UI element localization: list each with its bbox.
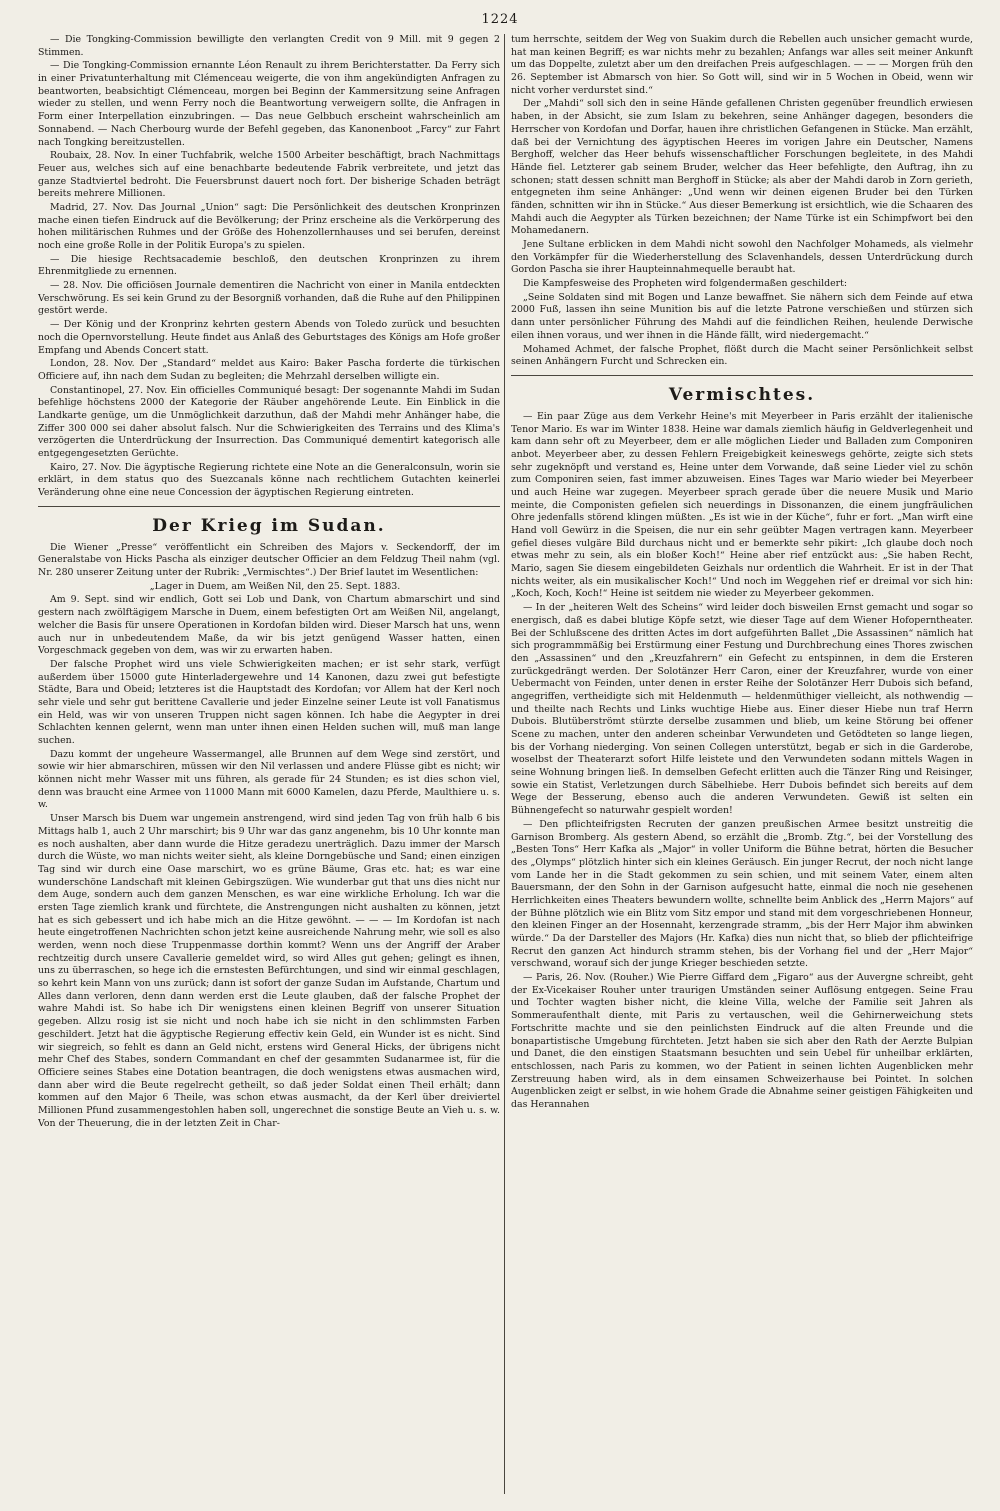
krieg-continuation: tum herrschte, seitdem der Weg von Suakim durch die Rebellen auch unsicher gemacht wurde, hat man keinen Begriff; es war nichts mehr zu bezahlen; Anfangs war alles seit meiner Ankunft um das Doppelte, zuletzt aber um den dreifachen Preis aufgeschlagen. — — — Morgen früh den 26. September ist Abmarsch von hier. So Gott will, sind wir in 5 Wochen in Obeid, wenn wir nicht vorher verdurstet sind.“ xyxy=(511,34,973,96)
news-item-rechtsacademie: — Die hiesige Rechtsacademie beschloß, den deutschen Kronprinzen zu ihrem Ehrenmitgliede zu ernennen. xyxy=(38,253,500,278)
quote-paragraph: „Seine Soldaten sind mit Bogen und Lanze bewaffnet. Sie nähern sich dem Feinde auf etwa 2000 Fuß, lassen ihn seine Munition bis auf die letzte Patrone verschießen und stürzen sich dann unter persönlicher Führung des Mahdi auf die feindlichen Reihen, heulende Derwische eilen ihnen voraus, und wer ihnen in die Hände fällt, wird niedergemacht.“ xyxy=(511,291,973,341)
krieg-intro: Die Wiener „Presse“ veröffentlicht ein Schreiben des Majors v. Seckendorff, der im Generalstabe von Hicks Pascha als einziger deutscher Officier an dem Feldzug Theil nahm (vgl. Nr. 280 unserer Zeitung unter der Rubrik: „Vermischtes“.) Der Brief lautet im Wesentlichen: xyxy=(38,541,500,579)
vermischtes-rouher: — Paris, 26. Nov. (Rouher.) Wie Pierre Giffard dem „Figaro“ aus der Auvergne schreibt, geht der Ex-Vicekaiser Rouher unter traurigen Umständen seiner Auflösung entgegen. Seine Frau und Tochter wagten bisher nicht, die kleine Villa, welche der Familie seit Jahren als Sommeraufenthalt diente, mit Paris zu vertauschen, weil die Gehirnerweichung stets Fortschritte machte und sie den peinlichsten Eindruck auf die alten Freunde und die bonapartistische Umgebung fürchteten. Jetzt haben sie sich aber den Rath der Aerzte Bulpian und Danet, die den einstigen Staatsmann besuchten und sein Uebel für unheilbar erklärten, entschlossen, nach Paris zu kommen, wo der Patient in seinen lichten Augenblicken mehr Zerstreuung haben wird, als in dem einsamen Schweizerhause bei Pointet. In solchen Augenblicken zeigt er selbst, in wie hohem Grade die Abnahme seiner geistigen Fähigkeiten und das Herannahen xyxy=(511,972,973,1110)
section-heading-vermischtes: Vermischtes. xyxy=(668,384,816,405)
sultane-paragraph: Jene Sultane erblicken in dem Mahdi nicht sowohl den Nachfolger Mohameds, als vielmehr den Vorkämpfer für die Wiederherstellung des Sclavenhandels, dessen Unterdrückung durch Gordon Pascha sie ihrer Haupteinnahmequelle beraubt hat. xyxy=(511,239,973,276)
news-item-roubaix: Roubaix, 28. Nov. In einer Tuchfabrik, welche 1500 Arbeiter beschäftigt, brach Nachmittags Feuer aus, welches sich auf eine benachbarte bedeutende Fabrik verbreitete, und jetzt das ganze Stadtviertel bedroht. Die Feuersbrunst dauert noch fort. Der bisherige Schaden beträgt bereits mehrere Millionen. xyxy=(38,150,500,200)
krieg-paragraph: Der falsche Prophet wird uns viele Schwierigkeiten machen; er ist sehr stark, verfügt außerdem über 15000 gute Hinterladergewehre und 14 Kanonen, dazu zwei gut befestigte Städte, Bara und Obeid; letzteres ist die Hauptstadt des Kordofan; vor Allem hat der Kerl noch sehr viele und sehr gut berittene Cavallerie und jeder Einzelne seiner Leute ist voll Fanatismus ein Held, was wir von unseren Truppen nicht sagen können. Ich habe die Aegypter in drei Schlachten kennen gelernt, wenn man unter ihnen einen Helden suchen will, muß man lange suchen. xyxy=(38,658,500,746)
vermischtes-bromberg: — Den pflichteifrigsten Recruten der ganzen preußischen Armee besitzt unstreitig die Garnison Bromberg. Als gestern Abend, so erzählt die „Bromb. Ztg.“, bei der Vorstellung des „Besten Tons“ Herr Kafka als „Major“ in voller Uniform die Bühne betrat, hörten die Besucher des „Olymps“ plötzlich hinter sich ein kleines Geräusch. Ein junger Recrut, der noch nicht lange vom Lande her in die Stadt gekommen zu sein schien, und mit seinem Vater, einem alten Bauersmann, der den Sohn in der Garnison aufgesucht hatte, einmal die noch nie gesehenen Herrlichkeiten eines Theaters bewundern wollte, schnellte beim Anblick des „Herrn Majors“ auf der Bühne plötzlich wie ein Blitz vom Sitz empor und stand mit dem vorgeschriebenen Honneur, den kleinen Finger an der Hosennaht, kerzengrade stramm, „bis der Herr Major ihm abwinken würde.“ Da der Darsteller des Majors (Hr. Kafka) dies nun nicht that, so blieb der pflichteifrige Recrut den ganzen Act hindurch stramm stehen, bis der Vorhang fiel und der „Herr Major“ verschwand, worauf sich der junge Krieger beschieden setzte. xyxy=(511,818,973,970)
left-column xyxy=(38,34,500,1494)
page-number: 1224 xyxy=(481,12,519,27)
mahdi-paragraph: Der „Mahdi“ soll sich den in seine Hände gefallenen Christen gegenüber freundlich erwiesen haben, in der Absicht, sie zum Islam zu bekehren, seine Anhänger dagegen, besonders die Herrscher von Kordofan und Dorfar, hauen ihre christlichen Gefangenen in Stücke. Man erzählt, daß bei der Vernichtung des ägyptischen Heeres im vorigen Jahre ein Deutscher, Namens Berghoff, welcher das Heer behufs wissenschaftlicher Forschungen begleitete, in des Mahdi Hände fiel. Letzterer gab seinem Bruder, welcher das Heer befehligte, den Auftrag, ihn zu schonen; statt dessen schnitt man Berghoff in Stücke; als aber der Mahdi darob in Zorn gerieth, entgegneten ihm seine Anhänger: „Und wenn wir deinen eigenen Bruder bei den Türken fänden, schnitten wir ihn in Stücke.“ Aus dieser Bemerkung ist ersichtlich, wie die Schaaren des Mahdi auch die Aegypter als Türken bezeichnen; der Name Türke ist ein Schimpfwort bei den Mohamedanern. xyxy=(511,98,973,237)
kampfesweise-paragraph: Die Kampfesweise des Propheten wird folgendermaßen geschildert: xyxy=(523,278,848,290)
column-divider xyxy=(504,34,505,1494)
news-item-tongking: — Die Tongking-Commission ernannte Léon Renault zu ihrem Berichterstatter. Da Ferry sich in einer Privatunterhaltung mit Clémenceau weigerte, die von ihm angekündigten Anfragen zu beantworten, beabsichtigt Clémenceau, morgen bei Beginn der Kammersitzung seine Anfragen wieder zu stellen, und wenn Ferry noch die Beantwortung verweigern sollte, die Anfragen in Form einer Interpellation einzubringen. — Das neue Gelbbuch erscheint wahrscheinlich am Sonnabend. — Nach Cherbourg wurde der Befehl gegeben, das Kanonenboot „Farcy“ zur Fahrt nach Tongking bereitzustellen. xyxy=(38,60,500,148)
news-item-credit: — Die Tongking-Commission bewilligte den verlangten Credit von 9 Mill. mit 9 gegen 2 Stimmen. xyxy=(38,34,500,58)
achmet-paragraph: Mohamed Achmet, der falsche Prophet, flößt durch die Macht seiner Persönlichkeit selbst seinen Anhängern Furcht und Schrecken ein. xyxy=(511,343,973,368)
section-rule xyxy=(511,375,973,376)
section-rule xyxy=(38,506,500,507)
vermischtes-heine: — Ein paar Züge aus dem Verkehr Heine's mit Meyerbeer in Paris erzählt der italienische Tenor Mario. Es war im Winter 1838. Heine war damals ziemlich häufig in Geldverlegenheit und kam dann sehr oft zu Meyerbeer, dem er alle möglichen Lieder und Balladen zum Componiren anbot. Meyerbeer aber, zu dessen Fehlern Freigebigkeit keineswegs gehörte, zeigte sich stets sehr zugeknöpft und verstand es, Heine unter dem Vorwande, daß seine Lieder viel zu schön zum Componiren seien, fast immer abzuweisen. Eines Tages war Mario wieder bei Meyerbeer und auch Heine war zugegen. Meyerbeer sprach gerade über die neuere Musik und Mario meinte, die Componisten gefielen sich neuerdings in Dissonanzen, die einem jungfräulichen Ohre jedenfalls störend klingen müßten. „Es ist wie in der Küche“, fuhr er fort. „Man wirft eine Hand voll Gewürz in die Speisen, die nur ein sehr geübter Magen vertragen kann. Meyerbeer gefiel dieses vulgäre Bild durchaus nicht und er bemerkte sehr pikirt: „Ich glaube doch noch etwas mehr zu sein, als ein bloßer Koch!“ Heine aber rief entzückt aus: „Sie haben Recht, Mario, sagen Sie diesem eingebildeten Geizhals nur ordentlich die Wahrheit. Er ist in der That nichts weiter, als ein musikalischer Koch!“ Und noch im Weggehen rief er dreimal vor sich hin: „Koch, Koch, Koch!“ Heine ist seitdem nie wieder zu Meyerbeer gekommen. xyxy=(511,410,973,600)
news-item-koenig: — Der König und der Kronprinz kehrten gestern Abends von Toledo zurück und besuchten noch die Opernvorstellung. Heute findet aus Anlaß des Geburtstages des Königs am Hofe großer Empfang und Abends Concert statt. xyxy=(38,319,500,356)
right-column xyxy=(511,34,973,1494)
vermischtes-wiener-oper: — In der „heiteren Welt des Scheins“ wird leider doch bisweilen Ernst gemacht und sogar so energisch, daß es dabei blutige Köpfe setzt, wie dieser Tage auf dem Wiener Hofoperntheater. Bei der Schlußscene des dritten Actes im dort aufgeführten Ballet „Die Assassinen“ nämlich hat sich programmmäßig bei Erstürmung einer Festung und Durchbrechung eines Thores zwischen den „Assassinen“ und den „Kreuzfahrern“ ein Gefecht zu entspinnen, in dem die Ersteren zurückgedrängt werden. Der Solotänzer Herr Caron, einer der Kreuzfahrer, wurde von einer Uebermacht von Feinden, unter denen in erster Reihe der Solotänzer Herr Dubois sich befand, angegriffen, vertheidigte sich mit Heldenmuth — heldenmüthiger vielleicht, als nothwendig — und theilte nach Rechts und Links wuchtige Hiebe aus. Einer dieser Hiebe nun traf Herrn Dubois. Blutüberströmt stürzte derselbe zusammen und blieb, um keine Störung bei offener Scene zu machen, unter den anderen scheinbar Verwundeten und Getödteten so lange liegen, bis der Vorhang niederging. Von seinen Collegen unterstützt, begab er sich in die Garderobe, woselbst der Theaterarzt sofort Hilfe leistete und den Verwundeten sodann mittels Wagen in seine Wohnung bringen ließ. In demselben Gefecht erlitten auch die Tänzer Ring und Reisinger, sowie ein Statist, Verletzungen durch Säbelhiebe. Herr Dubois befindet sich bereits auf dem Wege der Besserung, ebenso auch die anderen Verwundeten. Gewiß ist selten ein Bühnengefecht so naturwahr gespielt worden! xyxy=(511,602,973,817)
section-heading-krieg: Der Krieg im Sudan. xyxy=(152,515,386,536)
krieg-paragraph: Am 9. Sept. sind wir endlich, Gott sei Lob und Dank, von Chartum abmarschirt und sind gestern nach zwölftägigem Marsche in Duem, einem befestigten Ort am Weißen Nil, angelangt, welcher die Basis für unsere Operationen in Kordofan bilden wird. Dieser Marsch hat uns, wenn auch nur in unbedeutendem Maße, da wir bis jetzt genügend Wasser hatten, einen Vorgeschmack gegeben von dem, was wir zu erwarten haben. xyxy=(38,594,500,657)
krieg-dateline: „Lager in Duem, am Weißen Nil, den 25. Sept. 1883. xyxy=(149,580,401,592)
krieg-paragraph: Dazu kommt der ungeheure Wassermangel, alle Brunnen auf dem Wege sind zerstört, und sowie wir hier abmarschiren, müssen wir den Nil verlassen und andere Flüsse gibt es nicht; wir können nicht mehr Wasser mit uns führen, als gerade für 24 Stunden; es ist dies schon viel, denn was braucht eine Armee von 11000 Mann mit 6000 Kamelen, dazu Pferde, Maulthiere u. s. w. xyxy=(38,748,500,811)
krieg-paragraph: Unser Marsch bis Duem war ungemein anstrengend, wird sind jeden Tag von früh halb 6 bis Mittags halb 1, auch 2 Uhr marschirt; bis 9 Uhr war das ganz angenehm, bis 10 Uhr konnte man es noch aushalten, aber dann wurde die Hitze geradezu unerträglich. Dazu immer der Marsch durch die Wüste, wo man nichts weiter sieht, als kleine Dorngebüsche und Sand; einen einzigen Tag sind wir durch eine Oase marschirt, wo es grüne Bäume, Gras etc. hat; es war eine wunderschöne Landschaft mit kleinen Gebirgszügen. Wie wunderbar gut that uns dies nicht nur dem Auge, sondern auch dem ganzen Menschen, es war eine wirkliche Erholung. Ich war die ersten Tage ziemlich krank und fürchtete, die Anstrengungen nicht aushalten zu können, jetzt hat es sich gebessert und ich habe mich an die Hitze gewöhnt. — — — Im Kordofan ist nach heute eingetroffenen Nachrichten schon jetzt keine ausreichende Nahrung mehr, wie soll es also werden, wenn noch diese Truppenmasse dorthin kommt? Wenn uns der Angriff der Araber rechtzeitig durch unsere Cavallerie gemeldet wird, so wird Alles gut gehen; gelingt es ihnen, uns zu überraschen, so hege ich die ernstesten Befürchtungen, und sind wir einmal geschlagen, so kehrt kein Mann von uns zurück; dann ist sofort der ganze Sudan im Aufstande, Chartum und Alles dann verloren, denn dann werden erst die Leute glauben, daß der falsche Prophet der wahre Mahdi ist. So habe ich Dir wenigstens einen kleinen Begriff von unserer Situation gegeben. Allzu rosig ist sie nicht und noch habe ich sie nicht in den schlimmsten Farben geschildert. Jetzt hat die ägyptische Regierung effectiv kein Geld, ein Wunder ist es nicht. Sind wir siegreich, so fehlt es dann an Geld nicht, erstens wird General Hicks, der übrigens nicht mehr Chef des Stabes, sondern Commandant en chef der gesammten Sudanarmee ist, für die Officiere seines Stabes eine Dotation beantragen, die doch wenigstens etwas ausmachen wird, dann aber wird die Beute regelrecht getheilt, so daß jeder Soldat einen Theil erhält; dann kommen auf den Major 6 Theile, was schon etwas ausmacht, da der Kerl über dreiviertel Millionen Pfund zusammengestohlen haben soll, ungerechnet die sonstige Beute an Vieh u. s. w. Von der Theuerung, die in der letzten Zeit in Char- xyxy=(38,813,500,1129)
news-item-manila: — 28. Nov. Die officiösen Journale dementiren die Nachricht von einer in Manila entdeckten Verschwörung. Es sei kein Grund zu der Besorgniß vorhanden, daß die Ruhe auf den Philippinen gestört werde. xyxy=(38,280,500,317)
news-item-madrid: Madrid, 27. Nov. Das Journal „Union“ sagt: Die Persönlichkeit des deutschen Kronprinzen mache einen tiefen Eindruck auf die Bevölkerung; der Prinz erscheine als die Verkörperung des hohen militärischen Ruhmes und der Größe des Hohenzollernhauses und sei berufen, dereinst noch eine große Rolle in der Politik Europa's zu spielen. xyxy=(38,201,500,251)
news-item-london: London, 28. Nov. Der „Standard“ meldet aus Kairo: Baker Pascha forderte die türkischen Officiere auf, ihn nach dem Sudan zu begleiten; die Mehrzahl derselben willigte ein. xyxy=(38,358,500,382)
news-item-kairo: Kairo, 27. Nov. Die ägyptische Regierung richtete eine Note an die Generalconsuln, worin sie erklärt, in dem status quo des Suezcanals könne nach rechtlichem Gutachten keinerlei Veränderung ohne eine neue Concession der ägyptischen Regierung eintreten. xyxy=(38,461,500,499)
news-item-constantinopel: Constantinopel, 27. Nov. Ein officielles Communiqué besagt: Der sogenannte Mahdi im Sudan befehlige höchstens 2000 der Kategorie der Räuber angehörende Leute. Ein Einblick in die Landkarte genüge, um die Unmöglichkeit darzuthun, daß der Mahdi mehr Anhänger habe, die Ziffer 300 000 sei daher absolut falsch. Nur die Schwierigkeiten des Terrains und des Klima's verzögerten die Unterdrückung der Insurrection. Das Communiqué dementirt kategorisch alle entgegengesetzten Gerüchte. xyxy=(38,384,500,459)
